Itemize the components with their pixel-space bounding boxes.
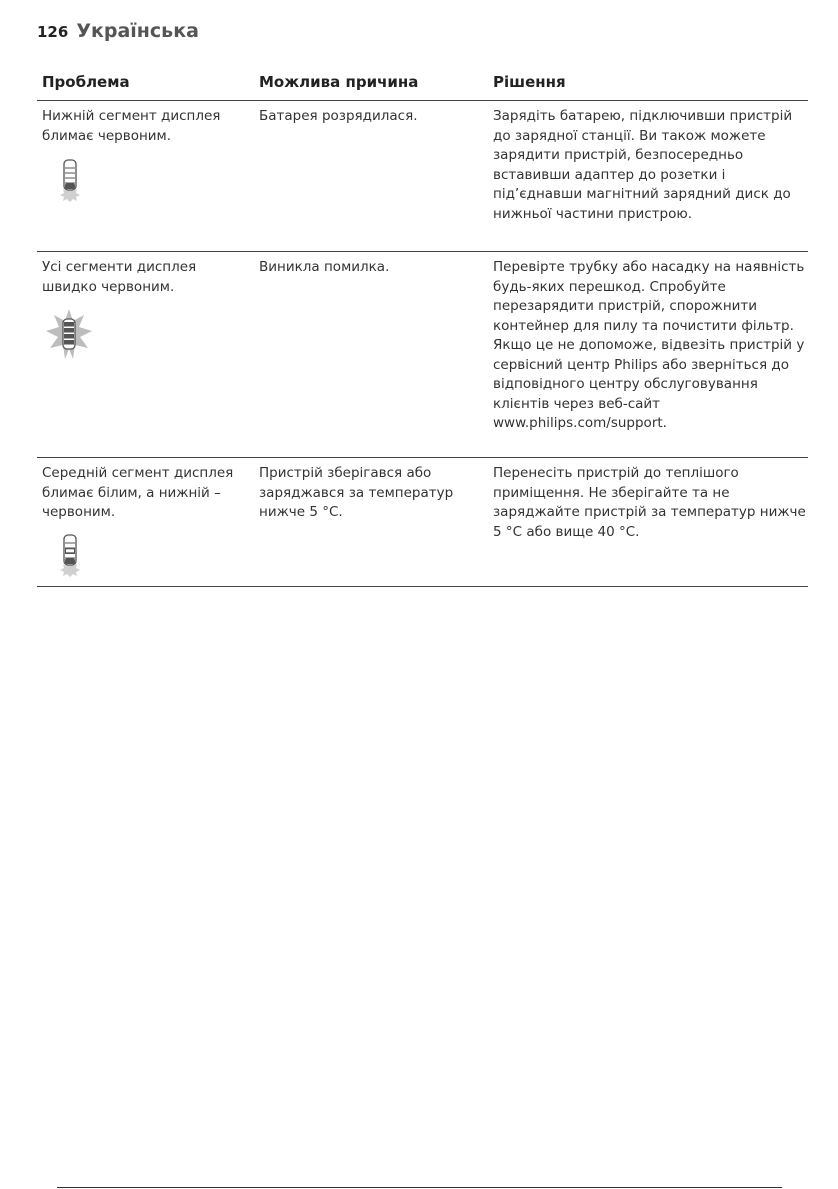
table-row	[37, 458, 808, 587]
column-header-cause: Можлива причина	[259, 73, 419, 91]
problem-text: Середній сегмент дисплея блимає білим, а нижній – червоним.	[42, 465, 234, 520]
page-header	[37, 20, 199, 42]
column-header-problem: Проблема	[42, 73, 130, 91]
cause-cell: Батарея розрядилася.	[259, 108, 418, 124]
solution-cell: Перенесіть пристрій до теплішого приміщення. Не зберігайте та не заряджайте пристрій за температур нижче 5 °C або вище 40 °C.	[493, 465, 806, 540]
language-title: Українська	[76, 20, 199, 42]
problem-cell	[37, 258, 254, 457]
table-row	[37, 252, 808, 458]
table-row	[37, 101, 808, 252]
column-header-solution: Рішення	[493, 73, 566, 91]
problem-text: Усі сегменти дисплея швидко червоним.	[42, 259, 197, 295]
solution-cell: Зарядіть батарею, підключивши пристрій до зарядної станції. Ви також можете зарядити пристрій, безпосередньо вставивши адаптер до розетки і під’єднавши магнітний зарядний диск до нижньої частини пристрою.	[493, 108, 793, 222]
battery-low-blink-icon	[50, 158, 90, 202]
footer-divider	[57, 1187, 782, 1188]
battery-temperature-icon	[50, 533, 90, 577]
cause-cell: Виникла помилка.	[259, 259, 390, 275]
problem-cell	[37, 107, 254, 251]
troubleshooting-table	[37, 68, 808, 587]
battery-error-burst-icon	[46, 309, 92, 361]
problem-cell	[37, 464, 254, 586]
solution-cell: Перевірте трубку або насадку на наявність будь-яких перешкод. Спробуйте перезарядити пристрій, спорожнити контейнер для пилу та почистити фільтр. Якщо це не допоможе, відвезіть пристрій у сервісний центр Philips або зверніться до відповідного центру обслуговування клієнтів через веб-сайт www.philips.com/support.	[493, 259, 805, 431]
page-number: 126	[37, 23, 69, 41]
table-header	[37, 68, 808, 101]
cause-cell: Пристрій зберігався або заряджався за температур нижче 5 °C.	[259, 465, 454, 520]
problem-text: Нижній сегмент дисплея блимає червоним.	[42, 108, 221, 144]
